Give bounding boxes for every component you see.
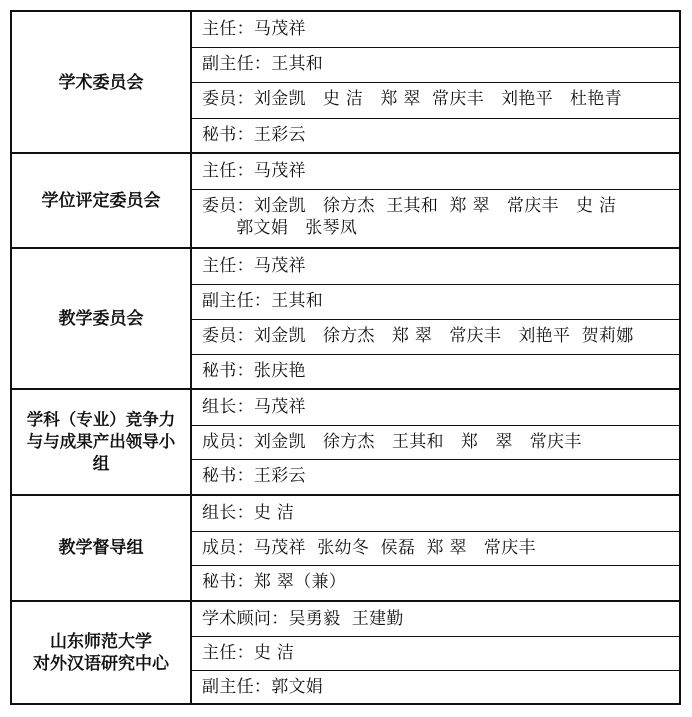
group-title: 山东师范大学 对外汉语研究中心: [12, 602, 192, 703]
member-row: 主任：马茂祥: [202, 256, 306, 276]
member-row: 组长：史 洁: [202, 503, 295, 523]
group-title: 学术委员会: [12, 12, 192, 153]
group-degree-committee: [12, 154, 679, 247]
member-row: 主任：史 洁: [202, 643, 295, 663]
group-academic-committee: [12, 12, 679, 153]
member-row: 副主任：郭文娟: [202, 677, 324, 697]
member-row: 组长：马茂祥: [202, 397, 306, 417]
group-title: 学科（专业）竞争力 与与成果产出领导小 组: [12, 390, 192, 494]
member-row: 学术顾问：吴勇毅 王建勤: [202, 609, 404, 629]
member-row: 委员：刘金凯 徐方杰 王其和 郑 翠 常庆丰 史 洁 郭文娟 张琴凤: [202, 196, 617, 238]
group-teaching-committee: [12, 249, 679, 388]
group-title: 学位评定委员会: [12, 154, 192, 247]
group-title: 教学督导组: [12, 496, 192, 600]
member-row: 成员：马茂祥 张幼冬 侯磊 郑 翠 常庆丰: [202, 538, 536, 558]
member-row: 主任：马茂祥: [202, 19, 306, 39]
member-row: 秘书：王彩云: [202, 466, 306, 486]
member-row: 副主任：王其和: [202, 291, 324, 311]
member-row: 秘书：张庆艳: [202, 361, 306, 381]
member-row: 成员：刘金凯 徐方杰 王其和 郑 翠 常庆丰: [202, 432, 582, 452]
member-row: 秘书：王彩云: [202, 125, 306, 145]
group-teaching-supervision: [12, 496, 679, 600]
member-row: 副主任：王其和: [202, 54, 324, 74]
group-title: 教学委员会: [12, 249, 192, 388]
group-research-center: [12, 602, 679, 703]
member-row: 委员：刘金凯 徐方杰 郑 翠 常庆丰 刘艳平 贺莉娜: [202, 326, 634, 346]
member-row: 委员：刘金凯 史 洁 郑 翠 常庆丰 刘艳平 杜艳青: [202, 89, 622, 109]
committee-table: [10, 10, 681, 705]
group-discipline-leadership: [12, 390, 679, 494]
member-row: 秘书：郑 翠（兼）: [202, 572, 347, 592]
member-row: 主任：马茂祥: [202, 161, 306, 181]
